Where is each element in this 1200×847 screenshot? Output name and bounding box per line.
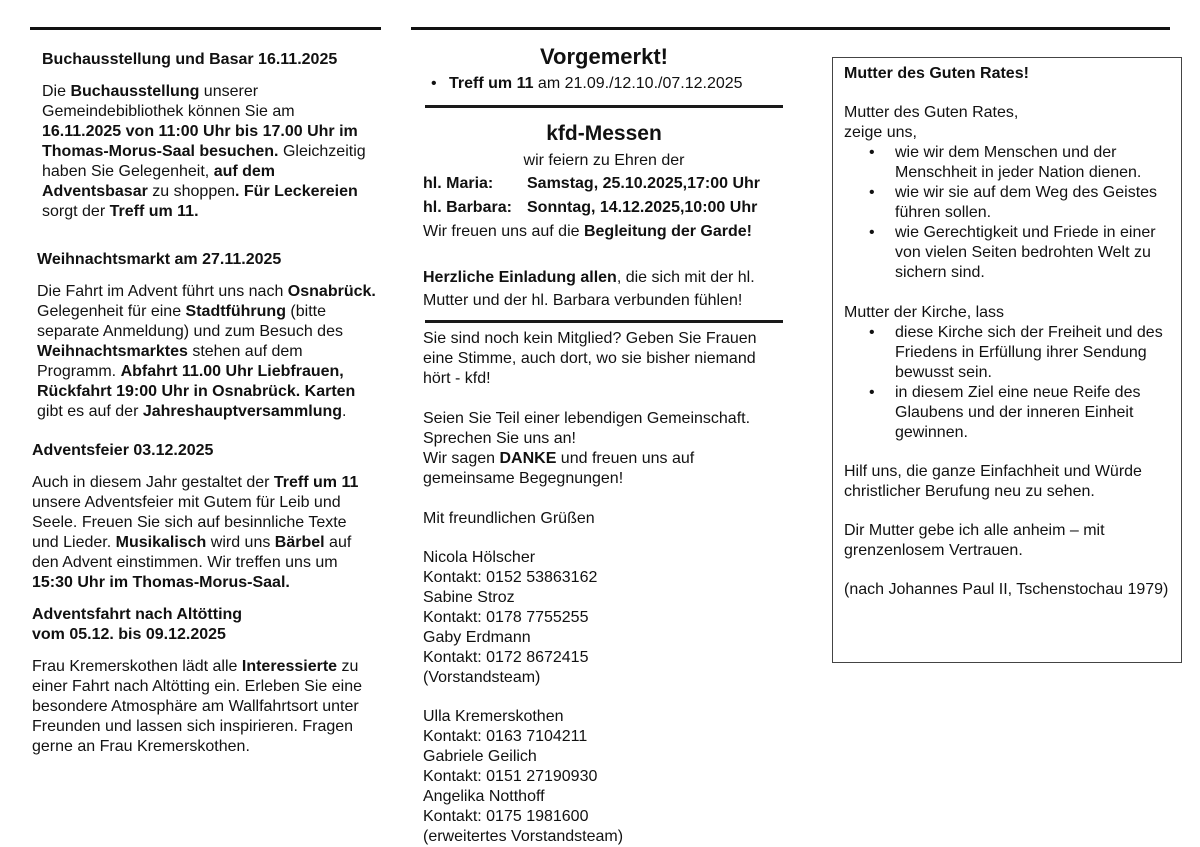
vorgemerkt-text: [449, 74, 743, 94]
team-label: (erweitertes Vorstandsteam): [423, 828, 624, 845]
prayer-line: Mutter des Guten Rates,: [844, 104, 1019, 121]
messen-title: kfd-Messen: [546, 122, 662, 145]
bullet-icon: •: [431, 75, 437, 92]
invitation: [423, 266, 785, 312]
text: unsere Adventsfeier mit Gutem für Leib und Seele. Freuen Sie sich auf besinnliche Texte und Lieder.: [32, 494, 347, 551]
list-item: • wie wir dem Menschen und der Menschheit in jeder Nation dienen.: [844, 143, 1171, 183]
prayer-entrust: Dir Mutter gebe ich alle anheim – mit grenzenlosem Vertrauen.: [844, 522, 1105, 559]
section-body: [32, 657, 377, 757]
text: auf den Advent einstimmen. Wir treffen uns um: [32, 534, 352, 571]
bold-text: Osnabrück.: [287, 283, 376, 300]
section-title: Adventsfahrt nach Altötting: [32, 606, 243, 623]
vorgemerkt-bold: Treff um 11: [449, 75, 534, 92]
contact-phone: Kontakt: 0172 8672415: [423, 649, 589, 666]
text: (bitte separate Anmeldung) und zum Besuch des: [37, 303, 343, 340]
bold-text: Stadtführung: [185, 303, 286, 320]
garde-line: [423, 220, 785, 244]
prayer-list-2: [844, 323, 1171, 443]
bold-text: Abfahrt 11.00 Uhr Liebfrauen, Rückfahrt 19:00 Uhr in Osnabrück. Karten: [37, 363, 356, 400]
invitation-bold: Herzliche Einladung allen: [423, 269, 617, 286]
text: gibt es auf der: [37, 403, 143, 420]
section-title: Adventsfeier 03.12.2025: [32, 442, 214, 459]
text: unserer Gemeindebibliothek können Sie am: [42, 83, 295, 120]
prayer-line: zeige uns,: [844, 124, 917, 141]
bold-text: 16.11.2025 von 11:00 Uhr bis 17.00 Uhr im Thomas-Morus-Saal besuchen.: [42, 123, 358, 160]
bold-text: . Für Leckereien: [235, 183, 358, 200]
bold-text: 15:30 Uhr im Thomas-Morus-Saal.: [32, 574, 290, 591]
text: Gelegenheit für eine: [37, 303, 186, 320]
bold-text: Interessierte: [241, 658, 338, 675]
garde-bold: Begleitung der Garde!: [583, 223, 752, 240]
text: Auch in diesem Jahr gestaltet der: [32, 474, 274, 491]
middle-column: [423, 43, 785, 847]
mass-date: Sonntag, 14.12.2025,10:00 Uhr: [527, 199, 758, 216]
section-title: Buchausstellung und Basar 16.11.2025: [42, 51, 338, 68]
invitation-text: , die sich mit der hl. Mutter und der hl. Barbara verbunden fühlen!: [423, 269, 755, 309]
section-title: Weihnachtsmarkt am 27.11.2025: [37, 251, 282, 268]
contact-name: Nicola Hölscher: [423, 549, 536, 566]
list-item: • wie wir sie auf dem Weg des Geistes führen sollen.: [844, 183, 1171, 223]
membership-line: Sprechen Sie uns an!: [423, 430, 576, 447]
prayer-title: Mutter des Guten Rates!: [844, 65, 1029, 82]
bold-text: Treff um 11: [273, 474, 359, 491]
vorgemerkt-item: [423, 74, 785, 94]
list-item: • in diesem Ziel eine neue Reife des Glaubens und der inneren Einheit gewinnen.: [844, 383, 1171, 443]
section-body: [42, 82, 377, 222]
list-item: • wie Gerechtigkeit und Friede in einer von vielen Seiten bedrohten Welt zu sichern sind.: [844, 223, 1171, 283]
mass-row-barbara: [423, 196, 785, 220]
text: zu shoppen: [147, 183, 236, 200]
contact-name: Gabriele Geilich: [423, 748, 537, 765]
bold-text: Jahreshauptversammlung: [142, 403, 343, 420]
contact-phone: Kontakt: 0178 7755255: [423, 609, 589, 626]
mass-row-maria: [423, 172, 785, 196]
text: stehen auf dem Programm.: [37, 343, 303, 380]
mass-label: hl. Barbara:: [423, 199, 512, 216]
section-weihnachtsmarkt: [32, 250, 377, 422]
contact-name: Angelika Notthoff: [423, 788, 545, 805]
garde-text: Wir freuen uns auf die: [423, 223, 584, 240]
bold-text: Bärbel: [274, 534, 325, 551]
bold-text: Treff um 11.: [109, 203, 199, 220]
section-body: [32, 473, 377, 593]
prayer-help: Hilf uns, die ganze Einfachheit und Würde christlicher Berufung neu zu sehen.: [844, 463, 1142, 500]
mass-date: Samstag, 25.10.2025,17:00 Uhr: [527, 175, 761, 192]
membership-line: und freuen uns auf gemeinsame Begegnungen!: [423, 450, 695, 487]
prayer-intro: [844, 103, 1171, 143]
prayer-list-1: [844, 143, 1171, 283]
top-rule-right: [411, 27, 1170, 30]
text: Gleichzeitig haben Sie Gelegenheit,: [42, 143, 366, 180]
contact-phone: Kontakt: 0163 7104211: [423, 728, 588, 745]
section-altoetting: [32, 605, 377, 757]
membership-line: Seien Sie Teil einer lebendigen Gemeinschaft.: [423, 410, 751, 427]
membership-p2: [423, 409, 777, 489]
contact-phone: Kontakt: 0151 27190930: [423, 768, 598, 785]
membership-block: [423, 329, 785, 529]
danke-bold: DANKE: [499, 450, 557, 467]
contact-name: Gaby Erdmann: [423, 629, 531, 646]
team-label: (Vorstandsteam): [423, 669, 541, 686]
membership-p1: Sie sind noch kein Mitglied? Geben Sie Frauen eine Stimme, auch dort, wo sie bisher niemand hört - kfd!: [423, 330, 757, 387]
divider: [425, 105, 783, 108]
contact-phone: Kontakt: 0152 53863162: [423, 569, 598, 586]
section-subtitle: vom 05.12. bis 09.12.2025: [32, 626, 226, 643]
divider: [425, 320, 783, 323]
section-buchausstellung: [32, 50, 377, 222]
prayer-box: [832, 57, 1182, 663]
greeting: Mit freundlichen Grüßen: [423, 510, 595, 527]
messen-subtitle: wir feiern zu Ehren der: [523, 152, 685, 169]
text: zu einer Fahrt nach Altötting ein. Erleben Sie eine besondere Atmosphäre am Wallfahrtsort unter Freunden und lassen sich inspirieren. Fragen gerne an Frau Kremerskothen.: [32, 658, 362, 755]
list-item: • diese Kirche sich der Freiheit und des Friedens in Erfüllung ihrer Sendung bewusst sein.: [844, 323, 1171, 383]
left-column: [32, 50, 377, 757]
contacts-team1: [423, 548, 785, 688]
contact-name: Ulla Kremerskothen: [423, 708, 564, 725]
text: wird uns: [206, 534, 275, 551]
vorgemerkt-dates: am 21.09./12.10./07.12.2025: [533, 75, 743, 92]
text: sorgt der: [42, 203, 110, 220]
contact-name: Sabine Stroz: [423, 589, 515, 606]
section-body: [37, 282, 377, 422]
vorgemerkt-title: Vorgemerkt!: [540, 44, 668, 69]
bold-text: auf dem Adventsbasar: [42, 163, 276, 200]
prayer-line: Mutter der Kirche, lass: [844, 304, 1005, 321]
text: Die Fahrt im Advent führt uns nach: [37, 283, 288, 300]
mass-label: hl. Maria:: [423, 175, 494, 192]
bold-text: Weihnachtsmarktes: [37, 343, 188, 360]
prayer-source: (nach Johannes Paul II, Tschenstochau 1979): [844, 581, 1169, 598]
text: .: [342, 403, 347, 420]
bold-text: Buchausstellung: [70, 83, 200, 100]
text: Frau Kremerskothen lädt alle: [32, 658, 242, 675]
text: Die: [42, 83, 71, 100]
membership-line: Wir sagen: [423, 450, 500, 467]
bold-text: Musikalisch: [115, 534, 207, 551]
top-rule-left: [30, 27, 381, 30]
contacts-team2: [423, 707, 785, 847]
contact-phone: Kontakt: 0175 1981600: [423, 808, 589, 825]
section-adventsfeier: [32, 441, 377, 593]
